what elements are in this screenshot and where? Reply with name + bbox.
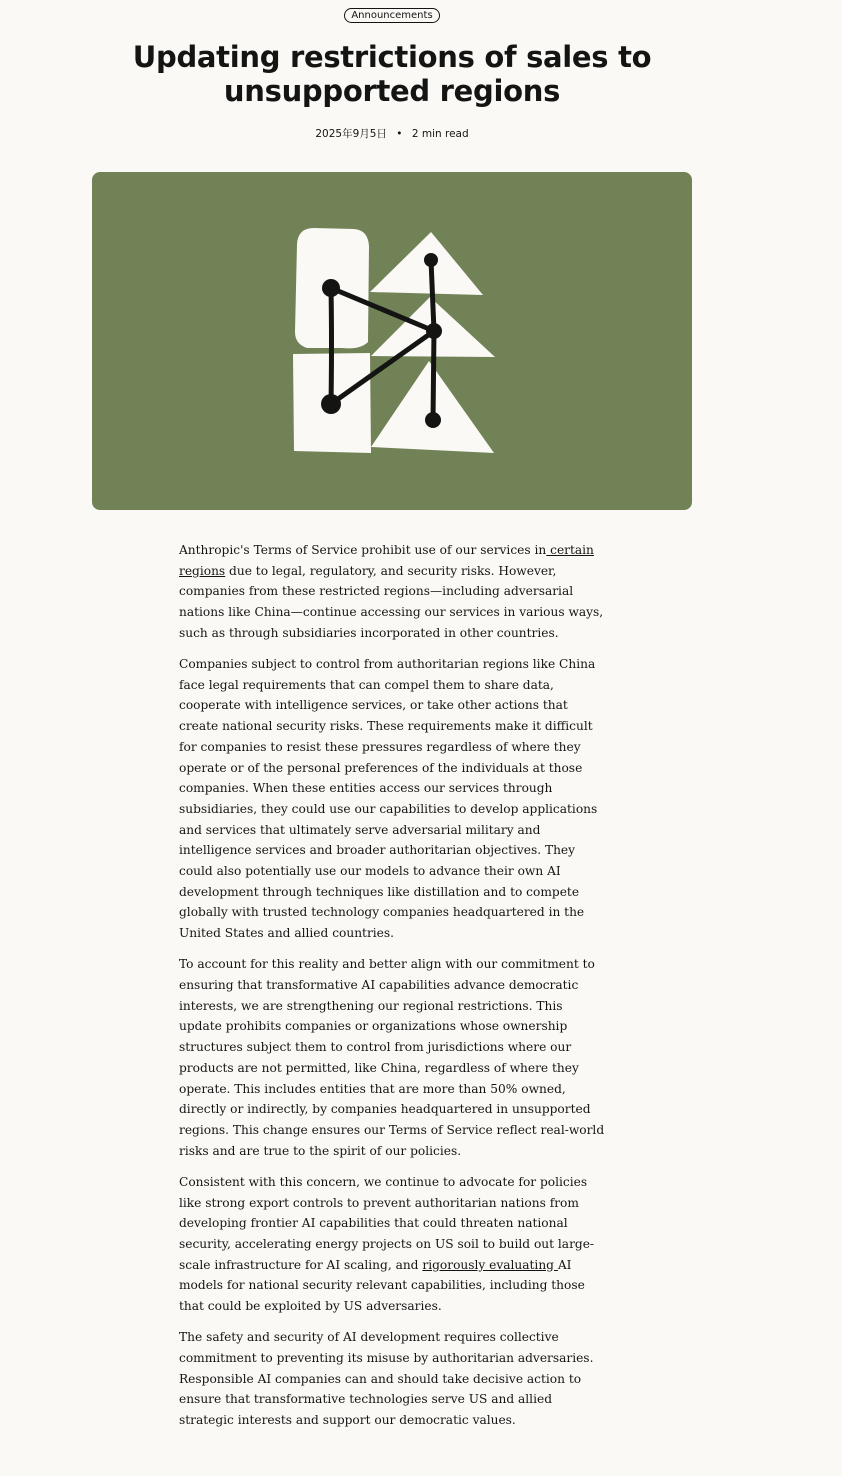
article-body: [179, 540, 607, 1441]
paragraph: Consistent with this concern, we continue to advocate for policies like strong export controls to prevent authoritarian nations from developing frontier AI capabilities that could threaten national security, accelerating energy projects on US soil to build out large-scale infrastructure for AI scaling, and rigorously evaluating AI models for national security relevant capabilities, including those that could be exploited by US adversaries.: [179, 1174, 595, 1314]
category-tag-announcements[interactable]: Announcements: [344, 8, 439, 23]
read-time: 2 min read: [411, 128, 469, 140]
paragraph: Anthropic's Terms of Service prohibit use of our services in certain regions due to legal, regulatory, and security risks. However, companies from these restricted regions—including adversarial nations like China—continue accessing our services in various ways, such as through subsidiaries incorporated in other countries.: [179, 543, 604, 640]
certain-regions-link[interactable]: certain regions: [179, 543, 594, 578]
node-icon: [426, 323, 442, 339]
paragraph: Companies subject to control from authoritarian regions like China face legal requirements that can compel them to share data, cooperate with intelligence services, or take other actions that create national security risks. These requirements make it difficult for companies to resist these pressures regardless of where they operate or of the personal preferences of the individuals at those companies. When these entities access our services through subsidiaries, they could use our capabilities to develop applications and services that ultimately serve adversarial military and intelligence services and broader authoritarian objectives. They could also potentially use our models to advance their own AI development through techniques like distillation and to compete globally with trusted technology companies headquartered in the United States and allied countries.: [179, 657, 598, 941]
node-icon: [321, 394, 341, 414]
node-icon: [425, 412, 441, 428]
network-triangles-illustration: [92, 172, 692, 510]
node-icon: [322, 279, 340, 297]
paragraph: The safety and security of AI development requires collective commitment to preventing its misuse by authoritarian adversaries. Responsible AI companies can and should take decisive action to ensure that transformative technologies serve US and allied strategic interests and support our democratic values.: [179, 1330, 594, 1428]
category-tag-container: [0, 5, 784, 23]
paragraph: To account for this reality and better align with our commitment to ensuring that transformative AI capabilities advance democratic interests, we are strengthening our regional restrictions. This update prohibits companies or organizations whose ownership structures subject them to control from jurisdictions where our products are not permitted, like China, regardless of where they operate. This includes entities that are more than 50% owned, directly or indirectly, by companies headquartered in unsupported regions. This change ensures our Terms of Service reflect real-world risks and are true to the spirit of our policies.: [179, 957, 605, 1158]
publish-date: 2025年9月5日: [315, 128, 387, 140]
article-meta: [92, 126, 692, 142]
page-title: Updating restrictions of sales to unsupported regions: [132, 40, 652, 108]
rigorously-evaluating-link[interactable]: rigorously evaluating: [422, 1257, 558, 1272]
hero-image: [92, 172, 692, 510]
node-icon: [424, 253, 438, 267]
meta-separator: •: [396, 128, 403, 140]
